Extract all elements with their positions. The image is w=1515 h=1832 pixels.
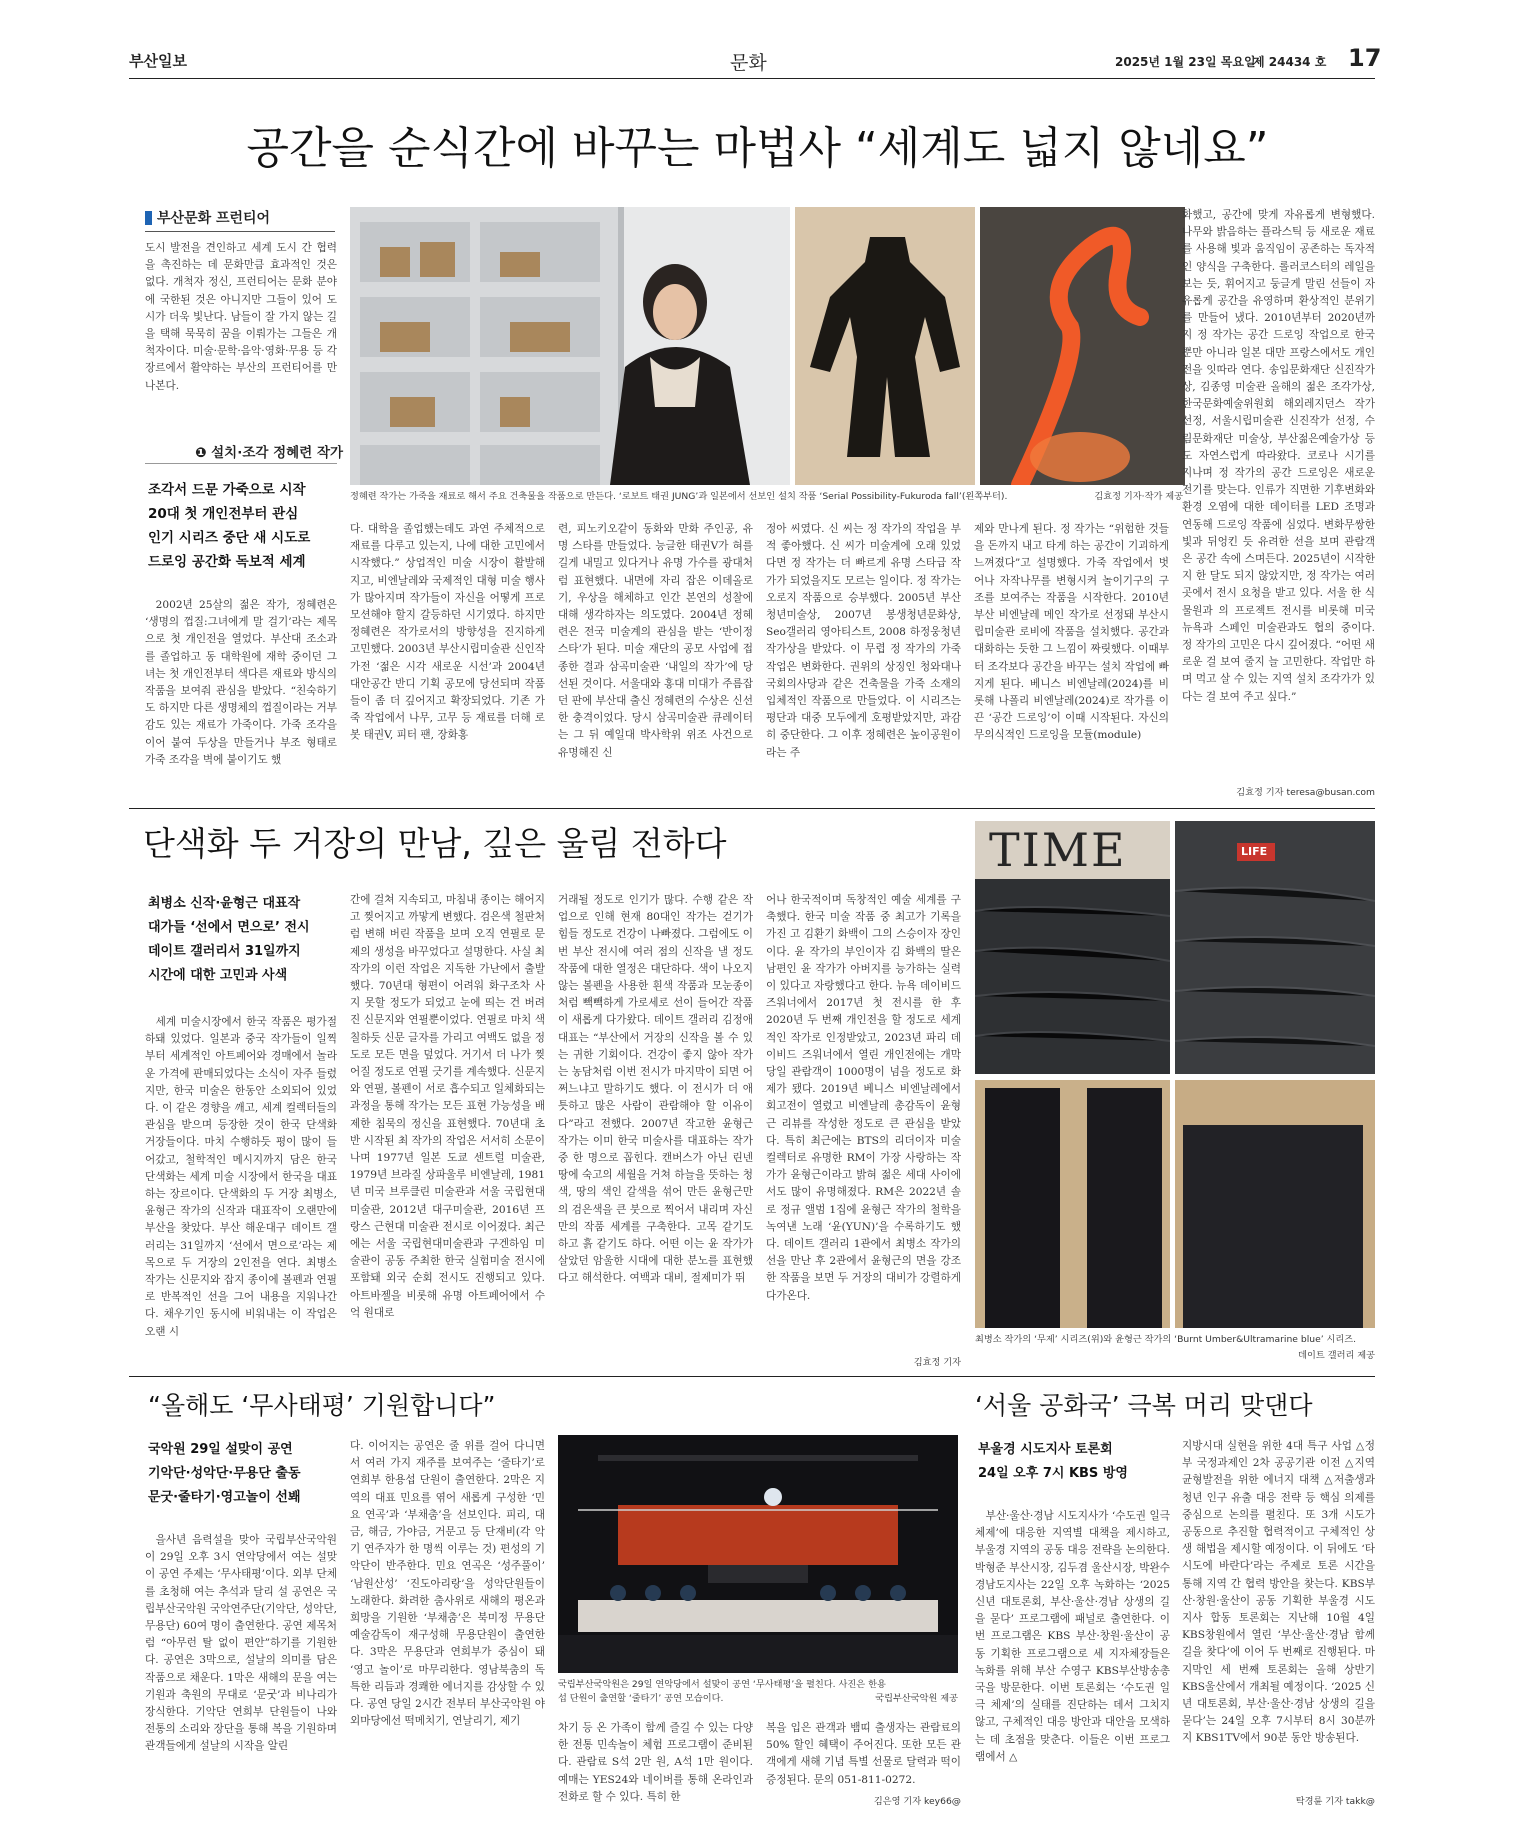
article2-subhead: 대가들 ‘선에서 면으로’ 전시 [148, 920, 310, 935]
burnt-umber-artwork-2 [1175, 1080, 1375, 1328]
article1-body-text: 2002년 25살의 젊은 작가, 정혜련은 ‘생명의 껍질:그녀에게 말 걸기’라는 제목으로 첫 개인전을 열었다. 부산대 조소과를 졸업하고 동 대학원에 재학 중이던 그녀는 첫 개인전부터 색다른 재료와 방식의 작품을 보여줘 관심을 받았다. “친숙하기도 하지만 다른 생명체의 껍질이라는 거부감도 있는 재료가 가죽이다. 가죽 조각을 이어 붙여 두상을 만들거나 부조 형태로 가죽 조각을 벽에 붙이기도 했 [145, 599, 337, 766]
article3-subhead: 문굿·줄타기·영고놀이 선봬 [148, 1490, 301, 1505]
article2-bottom-rule [129, 1376, 1375, 1377]
mu-sa-tae-pyeong-stage-photo [558, 1435, 958, 1673]
article1-bottom-rule [129, 808, 1375, 809]
article2-body-col1 [145, 1014, 337, 1369]
article2-subhead: 데이트 갤러리서 31일까지 [148, 944, 301, 959]
yun-hyong-keun-photo-1 [975, 1080, 1170, 1328]
article1-byline: 김효정 기자 teresa@busan.com [1236, 787, 1375, 798]
installation-illustration [980, 207, 1185, 485]
article3-subheads [148, 1438, 338, 1510]
life-logo: LIFE [1241, 845, 1268, 858]
robot-taekwon-jung-photo [795, 207, 975, 485]
article1-subhead: 드로잉 공간화 독보적 세계 [148, 554, 306, 570]
article2-headline: 단색화 두 거장의 만남, 깊은 울림 전하다 [143, 824, 727, 863]
article2-photo-credit: 데이트 갤러리 제공 [1298, 1350, 1375, 1361]
article1-photo-caption: 정혜련 작가는 가죽을 재료로 해서 주요 건축물을 작품으로 만든다. ‘로보트 태권 JUNG’과 일본에서 선보인 설치 작품 ‘Serial Possibility-Fukuroda fall’(왼쪽부터). [350, 491, 1008, 502]
article2-body-text: 세계 미술시장에서 한국 작품은 평가절하돼 있었다. 일본과 중국 작가들이 일찍부터 세계적인 아트페어와 경매에서 놀라운 가격에 판매되었다는 소식이 자주 들렸지만, 한국 미술은 한동안 소외되어 있었다. 이 같은 경향을 깨고, 세계 컬렉터들의 관심을 받으며 등장한 것이 한국 단색화 거장들이다. 마치 수행하듯 평이 많이 들어갔고, 철학적인 메시지까지 담은 한국 단색화는 세계 미술 시장에서 한국을 대표하는 장르이다. 단색화의 두 거장 최병소, 윤형근 작가의 신작과 대표작이 오랜만에 부산을 찾았다. 부산 해운대구 데이트 갤러리는 31일까지 ‘선에서 면으로’라는 제목으로 두 거장의 2인전을 연다. 최병소 작가는 신문지와 잡지 종이에 볼펜과 연필로 반복적인 선을 그어 내용을 지워나간다. 채우기인 동시에 비워내는 이 작업은 오랜 시 [145, 1016, 337, 1338]
article4-body-col1 [975, 1508, 1170, 1810]
article2-photo-caption: 최병소 작가의 ‘무제’ 시리즈(위)와 윤형근 작가의 ‘Burnt Umber&Ultramarine blue’ 시리즈. [975, 1334, 1357, 1345]
article1-intro-text: 도시 발전을 견인하고 세계 도시 간 협력을 촉진하는 데 문화만큼 효과적인 것은 없다. 개척자 정신, 프런티어는 문화 분야에 국한된 것은 아니지만 그들이 있어 도시가 더욱 빛난다. 남들이 잘 가지 않는 길을 택해 묵묵히 꿈을 이뤄가는 그들은 개척자이다. 미술·문학·음악·영화·무용 등 각 장르에서 활약하는 부산의 프런티어를 만나본다. [145, 242, 337, 392]
article4-subhead: 부울경 시도지사 토론회 [978, 1442, 1113, 1457]
article4-subheads [978, 1438, 1168, 1486]
series-label [145, 207, 335, 229]
series-title-rule [145, 463, 337, 464]
article1-photo-credit: 김효정 기자·작가 제공 [1094, 491, 1183, 502]
article3-subhead: 기악단·성악단·무용단 출동 [148, 1466, 301, 1481]
article1-body-text: 화했고, 공간에 맞게 자유롭게 변형했다. 나무와 밝음하는 플라스틱 등 새로운 재료를 사용해 빛과 움직임이 공존하는 독자적인 양식을 구축한다. 롤러코스터의 레일을 보는 듯, 휘어지고 둥글게 말린 선들이 자유롭게 공간을 유영하며 환상적인 분위기를 만들어 냈다. 2010년부터 2020년까지 정 작가는 공간 드로잉 작업으로 한국뿐만 아니라 일본 대만 프랑스에서도 개인전을 잇따라 연다. 송입문화재단 신진작가상, 김종영 미술관 올해의 젊은 조각가상, 한국문화예술위원회 해외레지던스 작가 선정, 서울시립미술관 신진작가 선정, 수림문화재단 미술상, 부산젊은예술가상 등도 자연스럽게 따라왔다. 코로나 시기를 지나며 정 작가의 공간 드로잉은 새로운 전기를 맞는다. 인류가 직면한 기후변화와 환경 오염에 대한 데이터를 LED 조명과 연동해 드로잉 작품에 심었다. 변화무쌍한 빛과 뒤엉킨 듯 유려한 선을 보며 관람객은 공간 속에 스며든다. 2025년이 시작한 지 한 달도 되지 않았지만, 정 작가는 여러 곳에서 전시 요청을 받고 있다. 서울 한 식물원과 의 프로젝트 전시를 비롯해 미국 뉴욕과 스페인 미술관과도 협의 중이다. 정 작가의 고민은 다시 깊어졌다. “어떤 새로운 걸 보여 줄지 늘 고민한다. 작업만 하며 먹고 살 수 있는 지역 설치 조각가가 있다는 걸 보여 주고 싶다.” [1182, 209, 1375, 703]
article1-body-col5 [974, 521, 1169, 802]
article1-body-text: 제와 만나게 된다. 정 작가는 “위험한 것들을 돈까지 내고 타게 하는 공간이 기괴하게 느껴졌다”고 설명했다. 가죽 작업에서 벗어나 자작나무를 변형시켜 놀이기구의 구조를 보여주는 작품을 시작한다. 2010년 부산 비엔날레 메인 작가로 선정돼 부산시립미술관 로비에 작품을 설치했다. 공간과 대화하는 듯한 그 느낌이 짜릿했다. 이때부터 조각보다 공간을 바꾸는 설치 작업에 빠지게 된다. 베니스 비엔날레(2024)를 비롯해 나폴리 비엔날레(2024)로 작가를 이끈 ‘공간 드로잉’이 이때 시작된다. 자신의 무의식적인 드로잉을 모듈(module) [974, 523, 1169, 742]
article4-body-col2 [1182, 1438, 1375, 1792]
article3-body-col4 [766, 1720, 961, 1792]
article4-subhead: 24일 오후 7시 KBS 방영 [978, 1466, 1128, 1481]
article2-body-col2 [350, 892, 545, 1369]
article3-body-col1 [145, 1532, 337, 1810]
series-label-text: 부산문화 프런티어 [157, 210, 271, 227]
series-title-text: 설치·조각 정혜련 작가 [211, 445, 344, 461]
article1-body-col6 [1182, 207, 1375, 777]
article1-body-col2 [350, 521, 545, 802]
life-magazine-artwork [1175, 821, 1375, 1074]
article1-subhead: 조각서 드문 가죽으로 시작 [148, 482, 306, 498]
artist-studio-illustration [350, 207, 790, 485]
article3-photo-credit: 국립부산국악원 제공 [875, 1693, 958, 1704]
issue-number: 제 24434 호 [1253, 55, 1327, 69]
choi-byung-so-photo-2 [1175, 821, 1375, 1074]
article2-body-text: 어나 한국적이며 독창적인 예술 세계를 구축했다. 한국 미술 작품 중 최고가 기록을 가진 고 김환기 화백이 그의 스승이자 장인이다. 윤 작가의 부인이자 김 화백의 딸은 남편인 윤 작가가 아버지를 능가하는 실력이 있다고 자랑했다고 한다. 뉴욕 데이비드 즈워너에서 2017년 첫 전시를 한 후 2020년 두 번째 개인전을 할 정도로 세계적인 작가로 인정받았고, 2023년 파리 데이비드 즈워너에서 열린 개인전에는 개막 당일 관람객이 1000명이 넘을 정도로 화제가 됐다. 2019년 베니스 비엔날레에서 회고전이 열렸고 비엔날레 총감독이 윤형근 리뷰를 작성한 정도로 큰 관심을 받았다. 특히 최근에는 BTS의 리더이자 미술 컬렉터로 유명한 RM이 가장 사랑하는 작가가 윤형근이라고 밝혀 젊은 세대 사이에서도 많이 유명해졌다. RM은 2022년 솔로 정규 앨범 1집에 윤형근 작가의 철학을 녹여낸 노래 ‘윤(YUN)’을 수록하기도 했다. 데이트 갤러리 1관에서 최병소 작가의 선을 만난 후 2관에서 윤형근의 면을 강조한 작품을 보면 두 거장의 대비가 강렬하게 다가온다. [766, 894, 961, 1302]
yun-hyong-keun-photo-2 [1175, 1080, 1375, 1328]
article2-body-col3 [558, 892, 753, 1369]
article2-subhead: 시간에 대한 고민과 사색 [148, 968, 288, 983]
article3-body-text: 다. 이어지는 공연은 줄 위를 걸어 다니면서 여러 가지 재주를 보여주는 ‘줄타기’로 연희부 한용섭 단원이 출연한다. 2막은 지역의 대표 민요를 엮어 새롭게 구성한 ‘민요 연곡’과 ‘부채춤’을 선보인다. 피리, 대금, 해금, 가야금, 거문고 등 단재비(각 악기 연주자가 한 명씩 이루는 것) 편성의 기악단이 반주한다. 민요 연곡은 ‘성주풀이’ ‘남원산성’ ‘진도아리랑’을 성악단원들이 노래한다. 화려한 춤사위로 새해의 평온과 희망을 기원한 ‘부채춤’은 북미정 무용단 예술감독이 재구성해 무용단원이 출연한다. 3막은 무용단과 연희부가 중심이 돼 ‘영고 놀이’로 마무리한다. 영남북춤의 독특한 리듬과 경쾌한 에너지를 감상할 수 있다. 공연 당일 2시간 전부터 부산국악원 야외마당에선 떡메치기, 연날리기, 제기 [350, 1440, 545, 1728]
robot-artwork-illustration [795, 207, 975, 485]
article3-subhead: 국악원 29일 설맞이 공연 [148, 1442, 293, 1457]
article3-byline: 김은영 기자 key66@ [873, 1796, 961, 1807]
article3-body-col3 [558, 1720, 753, 1810]
article2-body-text: 간에 걸쳐 지속되고, 마침내 종이는 해어지고 찢어지고 까맣게 변했다. 검은색 철판처럼 변해 버린 작품을 보며 오직 연필로 문제의 생성을 바꾸었다고 설명한다. 사실 최 작가의 이런 작업은 지독한 가난에서 출발했다. 70년대 형편이 어려워 화구조차 사지 못할 정도가 되었고 눈에 띄는 건 버려진 신문지와 연필뿐이었다. 연필로 마치 색칠하듯 신문 글자를 가리고 여백도 없을 정도로 모든 면을 덮었다. 거기서 더 나가 찢어질 정도로 연필 긋기를 계속했다. 신문지와 연필, 볼펜이 서로 흡수되고 일체화되는 과정을 통해 작가는 모든 표현 가능성을 배제한 침묵의 정신을 표현했다. 70년대 초반 시작된 최 작가의 작업은 서서히 소문이 나며 1977년 일본 도쿄 센트럴 미술관, 1979년 브라질 상파울루 비엔날레, 1981년 미국 브루클린 미술관과 서울 국립현대미술관, 2012년 대구미술관, 2016년 프랑스 근현대 미술관 전시로 이어졌다. 최근에는 서울 국립현대미술관과 구겐하임 미술관이 공동 주최한 한국 실험미술 전시에 포함돼 외국 순회 전시도 진행되고 있다. 아트바젤을 비롯해 유명 아트페어에서 수억 원대로 [350, 894, 545, 1319]
article1-subheads [148, 478, 338, 574]
serial-possibility-photo [980, 207, 1185, 485]
article2-body-text: 거래될 정도로 인기가 많다. 수행 같은 작업으로 인해 현재 80대인 작가는 걷기가 힘들 정도로 건강이 나빠졌다. 그럼에도 이번 부산 전시에 여러 점의 신작을 낼 정도 작품에 대한 열정은 대단하다. 색이 나오지 않는 볼펜을 사용한 흰색 작품과 모눈종이처럼 빽빽하게 가로세로 선이 들어간 작품이 새롭게 다가왔다. 데이트 갤러리 김정애 대표는 “부산에서 거장의 신작을 볼 수 있는 귀한 기회이다. 건강이 좋지 않아 작가는 농담처럼 이번 전시가 마지막이 되면 어쩌느냐고 말하기도 했다. 이 전시가 더 애틋하고 많은 사람이 관람해야 할 이유이다”라고 전했다. 2007년 작고한 윤형근 작가는 이미 한국 미술사를 대표하는 작가 중 한 명으로 꼽힌다. 캔버스가 아닌 린넨 땅에 숙고의 세월을 거쳐 하늘을 뜻하는 청색, 땅의 색인 갈색을 섞어 만든 윤형근만의 검은색을 큰 붓으로 찍어서 내리며 자신만의 작품 세계를 구축한다. 고목 같기도 하고 흙 같기도 하다. 어떤 이는 윤 작가가 살았던 암울한 시대에 대한 분노를 표현했다고 해석한다. 여백과 대비, 절제미가 뛰 [558, 894, 753, 1285]
article1-body-col3 [558, 521, 753, 802]
article3-body-col2 [350, 1438, 545, 1810]
article3-body-text: 복을 입은 관객과 뱀띠 출생자는 관람료의 50% 할인 혜택이 주어진다. 또한 모든 관객에게 새해 기념 특별 선물로 달력과 떡이 증정된다. 문의 051-811-0272. [766, 1722, 961, 1786]
series-number: ❶ [195, 445, 207, 461]
article1-intro [145, 240, 337, 405]
article4-body-text: 지방시대 실현을 위한 4대 특구 사업 △정부 국정과제인 2차 공공기관 이전 △지역균형발전을 위한 에너지 대책 △저출생과 청년 인구 유출 대응 전략 등 핵심 의제를 중심으로 논의를 펼친다. 또 3개 시도가 공동으로 추진할 협력적이고 구체적인 상생 해법을 제시할 예정이다. 이 뒤에도 ‘타 시도에 바란다’라는 주제로 토론 시간을 통해 지역 간 협력 방안을 찾는다. KBS부산·창원·울산이 공동 기획한 부울경 시도지사 합동 토론회는 지난해 10월 4일 KBS창원에서 열린 ‘부산·울산·경남 함께 길을 찾다’에 이어 두 번째로 진행된다. 마지막인 세 번째 토론회는 올해 상반기 KBS울산에서 개최될 예정이다. ‘2025 신년 대토론회, 부산·울산·경남 상생의 길을 묻다’는 24일 오후 7시부터 8시 30분까지 KBS1TV에서 90분 동안 방송된다. [1182, 1440, 1375, 1745]
article2-subheads [148, 892, 338, 988]
header-rule [129, 78, 1375, 79]
article4-headline: ‘서울 공화국’ 극복 머리 맞댄다 [975, 1391, 1313, 1420]
article1-body-text: 정아 씨였다. 신 씨는 정 작가의 작업을 부적 좋아했다. 신 씨가 미술계에 오래 있었다면 정 작가는 더 빠르게 유명 스타급 작가가 되었을지도 모르는 일이다. 정 작가는 오로지 작품으로 승부했다. 2005년 부산청년미술상, 2007년 봉생청년문화상, Seo갤러리 영아티스트, 2008 하정웅청년작가상을 받았다. 이 무렵 정 작가의 가죽 작업은 변화한다. 권위의 상징인 청와대나 국회의사당과 같은 건축물을 가죽 소재의 입체적인 작품으로 만들었다. 이 시리즈는 평단과 대중 모두에게 호평받았지만, 과감히 중단한다. 그 이후 정혜련은 높이공원이라는 주 [766, 523, 961, 759]
series-label-rule [145, 231, 335, 232]
artist-studio-photo [350, 207, 790, 485]
article3-headline: “올해도 ‘무사태평’ 기원합니다” [148, 1391, 496, 1420]
choi-byung-so-photo-1 [975, 821, 1170, 1074]
article4-byline: 탁경륜 기자 takk@ [1295, 1796, 1375, 1807]
paper-name: 부산일보 [129, 52, 187, 70]
time-logo: TIME [989, 823, 1127, 877]
burnt-umber-artwork-1 [975, 1080, 1170, 1328]
article1-body-col1 [145, 597, 337, 802]
article3-photo-caption: 국립부산국악원은 29일 연악당에서 설맞이 공연 ‘무사태평’을 펼친다. 사진은 한용섭 단원이 출연할 ‘줄타기’ 공연 모습이다. [558, 1679, 886, 1704]
issue-date: 2025년 1월 23일 목요일 [1115, 55, 1256, 69]
article1-headline: 공간을 순식간에 바꾸는 마법사 “세계도 넓지 않네요” [246, 123, 1269, 174]
article1-body-text: 다. 대학을 졸업했는데도 과연 주체적으로 재료를 다루고 있는지, 나에 대한 고민에서 시작했다.” 상업적인 미술 시장이 활발해지고, 비엔날레와 국제적인 대형 미술 행사가 많아지며 작가들이 자신을 어떻게 프로모션해야 할지 갈등하던 시기였다. 하지만 정혜련은 작가로서의 방향성을 진지하게 고민했다. 2003년 부산시립미술관 신인작가전 ‘젊은 시각 새로운 시선’과 2004년 대안공간 반디 기획 공모에 당선되며 작품들이 좀 더 깊어지고 확장되었다. 기존 가죽 작업에서 나무, 고무 등 재료를 더해 로봇 태권V, 피터 팬, 장화홍 [350, 523, 545, 742]
article3-body-text: 을사년 음력설을 맞아 국립부산국악원이 29일 오후 3시 연악당에서 여는 설맞이 공연 주제는 ‘무사태평’이다. 외부 단체를 초청해 여는 추석과 달리 설 공연은 국립부산국악원 국악연주단(기악단, 성악단, 무용단) 60여 명이 출연한다. 공연 제목처럼 “아무런 탈 없이 편안”하기를 기원한다. 공연은 3막으로, 설날의 의미를 담은 작품으로 채운다. 1막은 새해의 문을 여는 기원과 축원의 무대로 ‘문굿’과 비나리가 장식한다. 기악단 연희부 단원들이 나와 전통의 소리와 장단을 통해 복을 기원하며 관객들에게 설날의 시작을 알린 [145, 1534, 337, 1753]
series-marker-icon [145, 211, 152, 225]
section-name: 문화 [730, 52, 767, 74]
article4-body-text: 부산·울산·경남 시도지사가 ‘수도권 일극 체제’에 대응한 지역별 대책을 제시하고, 부울경 지역의 공동 대응 전략을 논의한다. 박형준 부산시장, 김두겸 울산시장, 박완수 경남도지사는 22일 오후 녹화하는 ‘2025 신년 대토론회, 부산·울산·경남 상생의 길을 묻다’ 프로그램에 패널로 출연한다. 이번 프로그램은 KBS 부산·창원·울산이 공동 기획한 프로그램으로 세 지자체장들은 녹화를 위해 부산 수영구 KBS부산방송총국을 방문한다. 이번 토론회는 ‘수도권 일극 체제’의 실태를 진단하는 데서 그치지 않고, 구체적인 대응 방안과 대안을 모색하는 데 초점을 맞춘다. 이들은 이번 프로그램에서 △ [975, 1510, 1170, 1763]
page-number: 17 [1348, 44, 1382, 72]
series-title [195, 441, 343, 461]
article1-subhead: 인기 시리즈 중단 새 시도로 [148, 530, 311, 546]
article3-body-text: 차기 등 온 가족이 함께 즐길 수 있는 다양한 전통 민속놀이 체험 프로그램이 준비된다. 관람료 S석 2만 원, A석 1만 원이다. 예매는 YES24와 네이버를 통해 온라인과 전화로 할 수 있다. 특히 한 [558, 1722, 753, 1803]
article2-subhead: 최병소 신작·윤형근 대표작 [148, 896, 301, 911]
article2-byline: 김효정 기자 [913, 1357, 961, 1368]
article2-body-col4 [766, 892, 961, 1352]
article1-body-text: 련, 피노키오같이 동화와 만화 주인공, 유명 스타를 만들었다. 능글한 태권V가 혀를 길게 내밀고 있다거나 유명 가수를 광대처럼 표현했다. 내면에 자리 잡은 이데올로기, 우상을 해체하고 인간 본연의 성찰에 대해 생각하자는 의도였다. 2004년 정혜련은 전국 미술계의 관심을 받는 ‘반이정 스타’가 된다. 미술 재단의 공모 사업에 접종한 결과 삼곡미술관 ‘내일의 작가’에 당선된 것이다. 서울대와 홍대 미대가 주름잡던 판에 부산대 출신 정혜련의 수상은 신선한 충격이었다. 당시 삼곡미술관 큐레이터는 그 뒤 예일대 박사학위 위조 사건으로 유명해진 신 [558, 523, 753, 759]
article1-subhead: 20대 첫 개인전부터 관심 [148, 506, 299, 522]
article1-body-col4 [766, 521, 961, 802]
stage-performance-illustration [558, 1435, 958, 1673]
